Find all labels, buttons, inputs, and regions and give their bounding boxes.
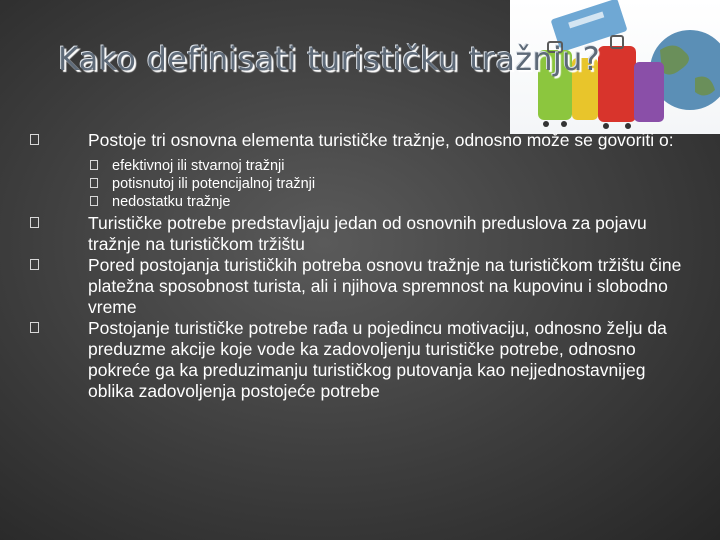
square-bullet-icon — [30, 217, 39, 228]
sub-bullet-text: efektivnoj ili stvarnoj tražnji — [112, 158, 285, 174]
slide-content — [30, 130, 690, 402]
bullet-item — [30, 255, 690, 318]
sub-bullet-item — [30, 193, 690, 211]
bullet-text: Turističke potrebe predstavljaju jedan od osnovnih preduslova za pojavu tražnje na turističkom tržištu — [88, 213, 647, 254]
bullet-text: Postojanje turističke potrebe rađa u pojedincu motivaciju, odnosno želju da preduzme akcije koje vode ka zadovoljenju turističke potrebe, odnosno pokreće ga ka preduzimanju turističkog putovanja kao nejjednostavnijeg oblika zadovoljenja postojeće potrebe — [88, 318, 667, 401]
square-bullet-icon — [30, 134, 39, 145]
sub-bullet-text: potisnutoj ili potencijalnoj tražnji — [112, 176, 316, 192]
square-bullet-icon — [30, 322, 39, 333]
bullet-item — [30, 213, 690, 255]
sub-bullet-list — [30, 157, 690, 211]
square-bullet-icon — [90, 178, 98, 188]
square-bullet-icon — [90, 160, 98, 170]
sub-bullet-text: nedostatku tražnje — [112, 194, 231, 210]
bullet-text: Pored postojanja turističkih potreba osnovu tražnje na turističkom tržištu čine platežna sposobnost turista, ali i njihova spremnost na kupovinu i slobodno vreme — [88, 255, 682, 317]
slide-title: Kako definisati turističku tražnju? — [58, 40, 601, 78]
square-bullet-icon — [30, 259, 39, 270]
bullet-item — [30, 318, 690, 402]
bullet-text: Postoje tri osnovna elementa turističke tražnje, odnosno može se govoriti o: — [88, 130, 674, 150]
square-bullet-icon — [90, 196, 98, 206]
sub-bullet-item — [30, 175, 690, 193]
bullet-item — [30, 130, 690, 151]
sub-bullet-item — [30, 157, 690, 175]
